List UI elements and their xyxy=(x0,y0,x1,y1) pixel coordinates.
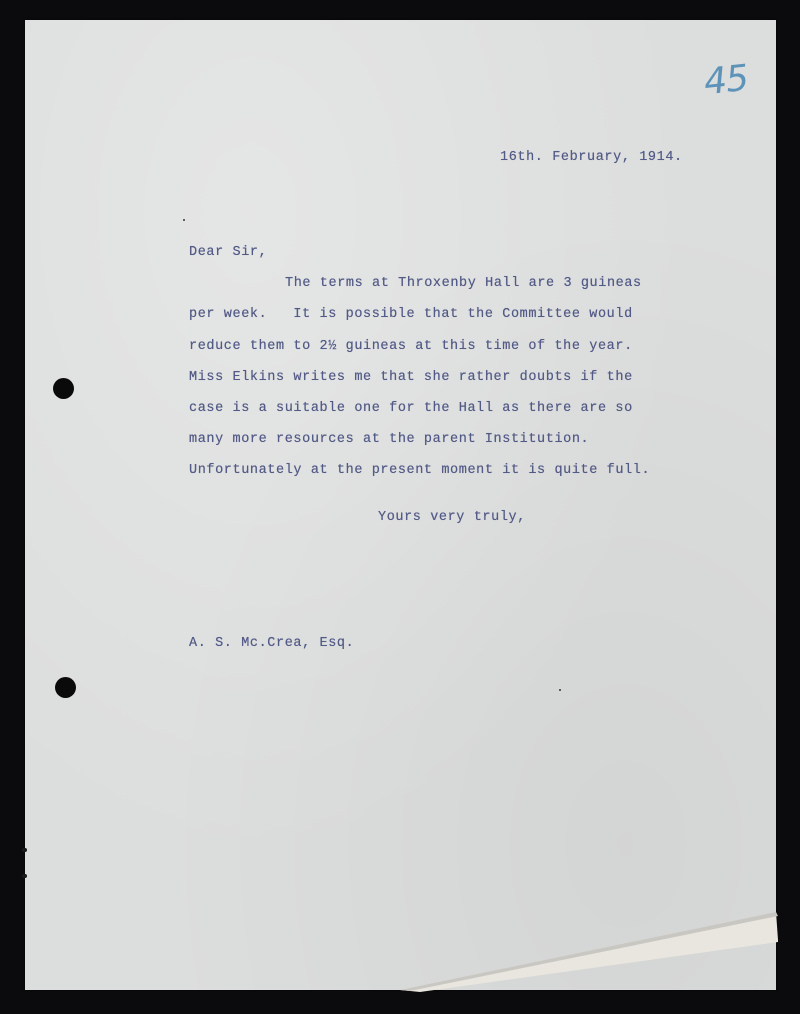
recipient-name: A. S. Mc.Crea, Esq. xyxy=(189,636,355,651)
punch-hole-bottom xyxy=(55,677,76,698)
body-line: per week. It is possible that the Committee would xyxy=(189,307,633,322)
body-line: Unfortunately at the present moment it is quite full. xyxy=(189,463,651,478)
body-line: reduce them to 2½ guineas at this time of the year. xyxy=(189,339,633,354)
body-line: case is a suitable one for the Hall as there are so xyxy=(189,401,633,416)
page-number: 45 xyxy=(701,57,750,104)
body-line: The terms at Throxenby Hall are 3 guineas xyxy=(285,276,642,291)
salutation: Dear Sir, xyxy=(189,245,268,260)
edge-mark xyxy=(22,848,27,852)
edge-mark xyxy=(22,874,27,878)
paper-speck xyxy=(559,689,561,691)
body-line: many more resources at the parent Institution. xyxy=(189,432,590,447)
paper-speck xyxy=(183,219,185,221)
punch-hole-top xyxy=(53,378,74,399)
closing: Yours very truly, xyxy=(378,510,526,525)
body-line: Miss Elkins writes me that she rather doubts if the xyxy=(189,370,633,385)
letter-page xyxy=(25,20,776,990)
letter-date: 16th. February, 1914. xyxy=(500,150,683,165)
